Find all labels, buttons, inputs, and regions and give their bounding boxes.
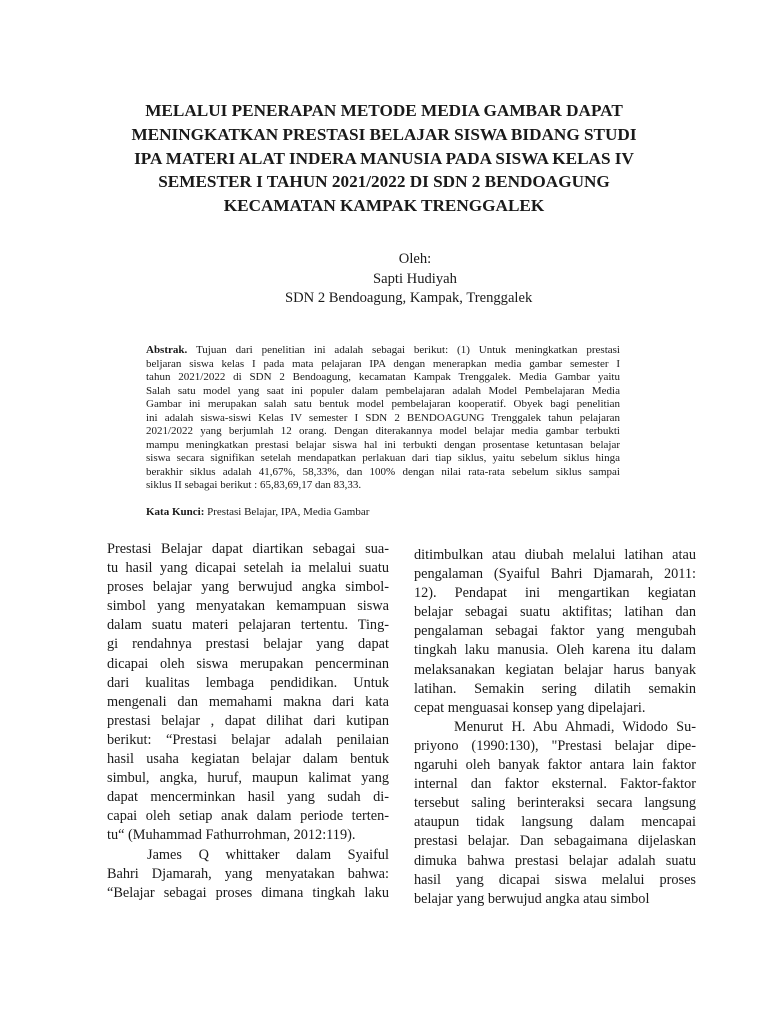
body-line: tu“ (Muhammad Fathurrohman, 2012:119). xyxy=(107,827,356,844)
keywords-label: Kata Kunci: xyxy=(146,506,205,518)
body-line: belajar sebagai suatu aktifitas; latihan dan xyxy=(414,604,696,621)
abstract-line: Gambar ini merupakan salah satu bentuk model pembelajaran kooperatif. Obyek bagi penelitian xyxy=(146,398,620,411)
body-line: pengalaman (Syaiful Bahri Djamarah, 2011: xyxy=(414,566,696,583)
body-line: prestasi belajar. Dan sebagaimana dijelaskan xyxy=(414,833,696,850)
abstract xyxy=(146,344,620,493)
body-line: mengenali dan memahami makna dari kata xyxy=(107,693,389,710)
body-line: dimuka bahwa prestasi belajar adalah suatu xyxy=(414,852,696,869)
abstract-line-text: Tujuan dari penelitian ini adalah sebagai berikut: (1) Untuk meningkatkan prestasi xyxy=(187,344,620,356)
body-line: hasil yang dicapai siswa melalui proses xyxy=(414,871,696,888)
abstract-line: 2021/2022 yang berjumlah 12 orang. Dengan diterakannya model belajar media gambar terbukti xyxy=(146,425,620,438)
title-line: SEMESTER I TAHUN 2021/2022 DI SDN 2 BENDOAGUNG xyxy=(158,172,610,192)
body-line: simbul, angka, huruf, maupun kalimat yang xyxy=(107,770,389,787)
title-line: MELALUI PENERAPAN METODE MEDIA GAMBAR DAPAT xyxy=(145,101,623,120)
abstract-line: berakhir siklus adalah 41,67%, 58,33%, dan 100% dengan nilai rata-rata sebelum siklus sampai xyxy=(146,465,620,478)
byline-oleh: Oleh: xyxy=(398,251,432,267)
byline xyxy=(0,250,768,309)
abstract-line: ini adalah siswa-siswi Kelas IV semester I SDN 2 BENDOAGUNG Trenggalek tahun pelajaran xyxy=(146,411,620,424)
body-line: melaksanakan kegiatan belajar harus banyak xyxy=(414,661,696,678)
body-line: 12). Pendapat ini mengartikan kegiatan xyxy=(414,585,696,602)
abstract-label: Abstrak. xyxy=(146,344,188,356)
body-line: dapat mencerminkan hasil yang sudah di- xyxy=(107,789,389,806)
body-line: ditimbulkan atau diubah melalui latihan atau xyxy=(414,547,696,563)
body-line: priyono (1990:130), "Prestasi belajar dipe- xyxy=(414,737,696,754)
body-line: belajar yang berwujud angka atau simbol xyxy=(414,890,650,907)
keywords-text: Prestasi Belajar, IPA, Media Gambar xyxy=(204,506,370,518)
body-line: berikut: “Prestasi belajar adalah penilaian xyxy=(107,731,389,748)
abstract-line: siswa secara signifikan setelah mendapatkan perlakuan dari tiap siklus, yaitu sebelum siklus hinga xyxy=(146,452,620,465)
body-line: gi rendahnya prestasi belajar yang dapat xyxy=(107,636,389,653)
abstract-line: tahun 2021/2022 di SDN 2 Bendoagung, kecamatan Kampak Trenggalek. Media Gambar yaitu xyxy=(146,371,620,384)
body-line: hasil usaha kegiatan belajar dalam bentuk xyxy=(107,751,389,768)
title-line: KECAMATAN KAMPAK TRENGGALEK xyxy=(223,196,545,216)
paper-title xyxy=(100,99,668,218)
body-line: dari kualitas lembaga pendidikan. Untuk xyxy=(107,674,389,691)
author-name: Sapti Hudiyah xyxy=(373,270,457,287)
body-line: latihan. Semakin sering dilatih semakin xyxy=(414,680,696,697)
abstract-line: beljaran siswa kelas I pada mata pelajaran IPA dengan menerapkan media gambar semester I xyxy=(146,357,620,370)
body-column-right xyxy=(414,546,696,909)
author-affiliation: SDN 2 Bendoagung, Kampak, Trenggalek xyxy=(285,290,533,306)
abstract-line: Salah satu model yang saat ini populer dalam pembelajaran adalah Model Pembelajaran Media xyxy=(146,384,620,397)
abstract-line: siklus II sebagai berikut : 65,83,69,17 dan 83,33. xyxy=(146,479,362,492)
body-column-left xyxy=(107,540,389,903)
keywords xyxy=(146,506,369,518)
body-line: internal dan faktor eksternal. Faktor-faktor xyxy=(414,776,696,793)
body-line: simbol yang menyatakan kemampuan siswa xyxy=(107,598,389,615)
body-line: proses belajar yang berwujud angka simbol- xyxy=(107,579,389,596)
body-line: tingkah laku manusia. Oleh karena itu dalam xyxy=(414,642,696,659)
title-line: MENINGKATKAN PRESTASI BELAJAR SISWA BIDANG STUDI xyxy=(131,124,637,144)
body-line: dicapai oleh siswa merupakan pencerminan xyxy=(107,655,389,672)
abstract-line xyxy=(146,344,620,358)
body-line: prestasi belajar , dapat dilihat dari kutipan xyxy=(107,712,389,729)
body-line: tu hasil yang dicapai setelah ia melalui suatu xyxy=(107,560,389,577)
body-line: capai oleh setiap anak dalam periode terten- xyxy=(107,808,389,825)
body-line: ngaruhi oleh banyak faktor antara lain faktor xyxy=(414,757,696,774)
abstract-line: mampu meningkatkan prestasi belajar siswa hal ini terbukti dengan prosentase ketuntasan belajar xyxy=(146,438,620,451)
body-line: tersebut saling berinteraksi secara langsung xyxy=(414,795,696,812)
body-line: cepat menguasai konsep yang dipelajari. xyxy=(414,699,646,716)
body-line: “Belajar sebagai proses dimana tingkah laku xyxy=(107,884,389,901)
body-line: Bahri Djamarah, yang menyatakan bahwa: xyxy=(107,865,389,882)
body-line: James Q whittaker dalam Syaiful xyxy=(147,846,389,863)
body-line: Menurut H. Abu Ahmadi, Widodo Su- xyxy=(454,718,696,735)
body-line: pengalaman sebagai faktor yang mengubah xyxy=(414,623,696,640)
title-line: IPA MATERI ALAT INDERA MANUSIA PADA SISWA KELAS IV xyxy=(134,148,634,168)
body-line: dalam suatu materi pelajaran tertentu. Ting- xyxy=(107,617,389,634)
body-line: ataupun tidak langsung dalam mencapai xyxy=(414,814,696,831)
body-line: Prestasi Belajar dapat diartikan sebagai sua- xyxy=(107,541,389,557)
